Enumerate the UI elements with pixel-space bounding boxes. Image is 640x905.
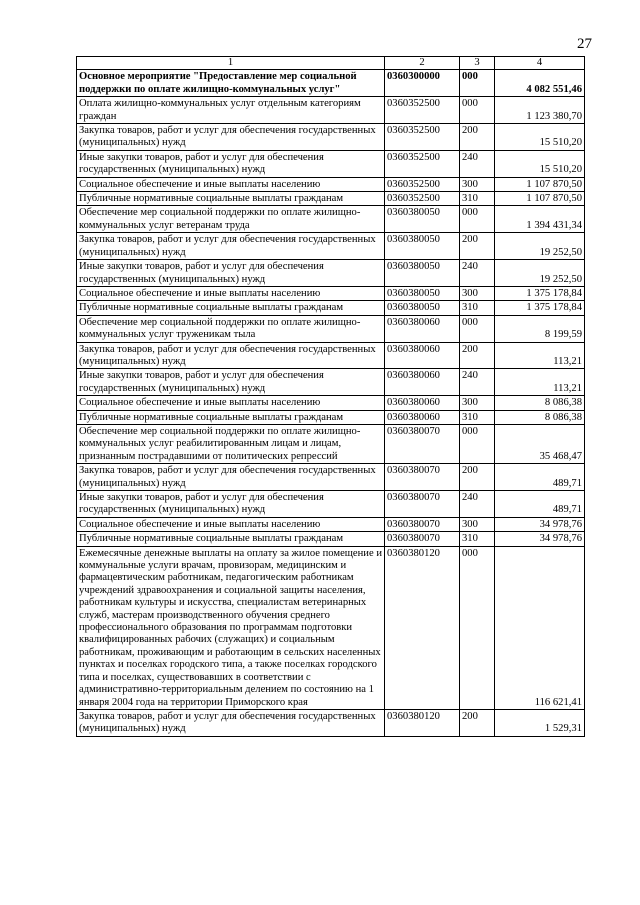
row-name-cell: Обеспечение мер социальной поддержки по оплате жилищно-коммунальных услуг труженикам тыла	[77, 315, 385, 342]
row-sum-cell: 4 082 551,46	[495, 70, 585, 97]
row-code-cell: 0360380070	[385, 424, 460, 463]
row-type-cell: 310	[460, 532, 495, 546]
row-sum-cell: 15 510,20	[495, 150, 585, 177]
row-code-cell: 0360352500	[385, 192, 460, 206]
table-row	[77, 192, 585, 206]
row-type-cell: 300	[460, 286, 495, 300]
row-sum-cell: 1 375 178,84	[495, 286, 585, 300]
table-row	[77, 532, 585, 546]
row-code-cell: 0360380070	[385, 532, 460, 546]
table-row	[77, 177, 585, 191]
table-row	[77, 260, 585, 287]
row-type-cell: 300	[460, 396, 495, 410]
row-code-cell: 0360352500	[385, 124, 460, 151]
table-row	[77, 286, 585, 300]
table-row	[77, 410, 585, 424]
row-type-cell: 240	[460, 260, 495, 287]
row-code-cell: 0360380050	[385, 286, 460, 300]
row-name-cell: Закупка товаров, работ и услуг для обеспечения государственных (муниципальных) нужд	[77, 464, 385, 491]
table-row	[77, 301, 585, 315]
table-row	[77, 233, 585, 260]
row-sum-cell: 113,21	[495, 342, 585, 369]
row-sum-cell: 1 394 431,34	[495, 206, 585, 233]
row-sum-cell: 1 375 178,84	[495, 301, 585, 315]
row-name-cell: Социальное обеспечение и иные выплаты населению	[77, 177, 385, 191]
row-sum-cell: 116 621,41	[495, 546, 585, 709]
table-row	[77, 206, 585, 233]
row-type-cell: 240	[460, 491, 495, 518]
row-type-cell: 200	[460, 124, 495, 151]
row-name-cell: Обеспечение мер социальной поддержки по оплате жилищно-коммунальных услуг ветеранам труда	[77, 206, 385, 233]
row-type-cell: 000	[460, 315, 495, 342]
row-code-cell: 0360300000	[385, 70, 460, 97]
row-type-cell: 310	[460, 301, 495, 315]
row-type-cell: 000	[460, 97, 495, 124]
row-sum-cell: 35 468,47	[495, 424, 585, 463]
row-sum-cell: 113,21	[495, 369, 585, 396]
budget-table	[76, 56, 585, 737]
table-row	[77, 464, 585, 491]
row-type-cell: 240	[460, 369, 495, 396]
row-code-cell: 0360380070	[385, 517, 460, 531]
row-sum-cell: 15 510,20	[495, 124, 585, 151]
row-type-cell: 240	[460, 150, 495, 177]
row-name-cell: Иные закупки товаров, работ и услуг для обеспечения государственных (муниципальных) нужд	[77, 150, 385, 177]
row-code-cell: 0360380070	[385, 491, 460, 518]
table-row	[77, 342, 585, 369]
row-type-cell: 310	[460, 192, 495, 206]
row-name-cell: Иные закупки товаров, работ и услуг для обеспечения государственных (муниципальных) нужд	[77, 491, 385, 518]
row-type-cell: 000	[460, 546, 495, 709]
column-header: 4	[495, 57, 585, 70]
row-sum-cell: 19 252,50	[495, 233, 585, 260]
row-name-cell: Публичные нормативные социальные выплаты гражданам	[77, 192, 385, 206]
row-code-cell: 0360380060	[385, 369, 460, 396]
row-sum-cell: 34 978,76	[495, 532, 585, 546]
row-name-cell: Социальное обеспечение и иные выплаты населению	[77, 396, 385, 410]
row-code-cell: 0360352500	[385, 97, 460, 124]
row-code-cell: 0360380120	[385, 709, 460, 736]
table-header-row	[77, 57, 585, 70]
row-type-cell: 000	[460, 70, 495, 97]
page-number: 27	[577, 36, 592, 52]
row-code-cell: 0360380120	[385, 546, 460, 709]
column-header: 1	[77, 57, 385, 70]
row-code-cell: 0360380060	[385, 342, 460, 369]
row-sum-cell: 1 107 870,50	[495, 192, 585, 206]
row-sum-cell: 8 199,59	[495, 315, 585, 342]
column-header: 2	[385, 57, 460, 70]
row-sum-cell: 1 123 380,70	[495, 97, 585, 124]
column-header: 3	[460, 57, 495, 70]
table-row	[77, 709, 585, 736]
row-code-cell: 0360380050	[385, 233, 460, 260]
row-name-cell: Социальное обеспечение и иные выплаты населению	[77, 517, 385, 531]
row-sum-cell: 489,71	[495, 464, 585, 491]
row-sum-cell: 8 086,38	[495, 410, 585, 424]
row-code-cell: 0360352500	[385, 177, 460, 191]
row-type-cell: 200	[460, 464, 495, 491]
row-code-cell: 0360380060	[385, 315, 460, 342]
row-code-cell: 0360380050	[385, 301, 460, 315]
row-code-cell: 0360380050	[385, 206, 460, 233]
row-sum-cell: 19 252,50	[495, 260, 585, 287]
row-type-cell: 000	[460, 206, 495, 233]
row-type-cell: 200	[460, 342, 495, 369]
row-sum-cell: 8 086,38	[495, 396, 585, 410]
row-type-cell: 300	[460, 177, 495, 191]
row-name-cell: Оплата жилищно-коммунальных услуг отдельным категориям граждан	[77, 97, 385, 124]
row-sum-cell: 34 978,76	[495, 517, 585, 531]
row-type-cell: 310	[460, 410, 495, 424]
row-name-cell: Иные закупки товаров, работ и услуг для обеспечения государственных (муниципальных) нужд	[77, 369, 385, 396]
table-row	[77, 517, 585, 531]
table-row	[77, 424, 585, 463]
row-name-cell: Публичные нормативные социальные выплаты гражданам	[77, 410, 385, 424]
table-row	[77, 396, 585, 410]
row-code-cell: 0360380050	[385, 260, 460, 287]
row-name-cell: Ежемесячные денежные выплаты на оплату за жилое помещение и коммунальные услуги врачам, провизорам, медицинским и фармацевтическим работникам, педагогическим работникам учреждений здравоохранения и социальной защиты населения, работникам культуры и искусства, специалистам ветеринарных служб, мастерам производственного обучения среднего профессионального образования по программам подготовки квалифицированных рабочих (служащих) и социальным работникам, проживающим и работающим в сельских населенных пунктах и поселках городского типа, а также поселках городского типа и поселках, существовавших в соответствии с административно-территориальным делением по состоянию на 1 января 2004 года на территории Приморского края	[77, 546, 385, 709]
row-name-cell: Закупка товаров, работ и услуг для обеспечения государственных (муниципальных) нужд	[77, 709, 385, 736]
row-name-cell: Основное мероприятие "Предоставление мер социальной поддержки по оплате жилищно-коммунальных услуг"	[77, 70, 385, 97]
table-row	[77, 546, 585, 709]
row-name-cell: Закупка товаров, работ и услуг для обеспечения государственных (муниципальных) нужд	[77, 342, 385, 369]
row-type-cell: 200	[460, 233, 495, 260]
row-sum-cell: 1 529,31	[495, 709, 585, 736]
row-type-cell: 300	[460, 517, 495, 531]
row-sum-cell: 489,71	[495, 491, 585, 518]
table-row	[77, 70, 585, 97]
row-code-cell: 0360380060	[385, 410, 460, 424]
row-sum-cell: 1 107 870,50	[495, 177, 585, 191]
row-type-cell: 200	[460, 709, 495, 736]
row-code-cell: 0360352500	[385, 150, 460, 177]
row-code-cell: 0360380070	[385, 464, 460, 491]
row-name-cell: Обеспечение мер социальной поддержки по оплате жилищно-коммунальных услуг реабилитированным лицам и лицам, признанным пострадавшими от политических репрессий	[77, 424, 385, 463]
row-code-cell: 0360380060	[385, 396, 460, 410]
row-name-cell: Иные закупки товаров, работ и услуг для обеспечения государственных (муниципальных) нужд	[77, 260, 385, 287]
row-type-cell: 000	[460, 424, 495, 463]
table-row	[77, 315, 585, 342]
table-row	[77, 491, 585, 518]
table-row	[77, 97, 585, 124]
row-name-cell: Публичные нормативные социальные выплаты гражданам	[77, 301, 385, 315]
table-row	[77, 124, 585, 151]
table-row	[77, 369, 585, 396]
row-name-cell: Закупка товаров, работ и услуг для обеспечения государственных (муниципальных) нужд	[77, 233, 385, 260]
row-name-cell: Социальное обеспечение и иные выплаты населению	[77, 286, 385, 300]
table-row	[77, 150, 585, 177]
row-name-cell: Закупка товаров, работ и услуг для обеспечения государственных (муниципальных) нужд	[77, 124, 385, 151]
row-name-cell: Публичные нормативные социальные выплаты гражданам	[77, 532, 385, 546]
